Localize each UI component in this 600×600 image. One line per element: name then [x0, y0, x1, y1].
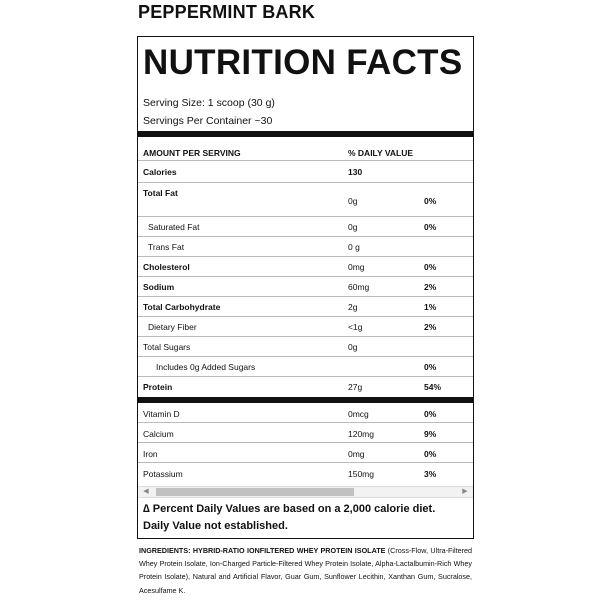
scroll-left-icon[interactable]: ◀: [143, 488, 149, 495]
row-name: Total Fat: [143, 188, 178, 198]
table-row: [138, 463, 473, 483]
row-name: Sodium: [143, 282, 175, 292]
row-name: Total Carbohydrate: [143, 302, 221, 312]
table-row: [138, 337, 473, 357]
row-amount: 0 g: [348, 242, 360, 252]
row-pct: 54%: [424, 382, 442, 392]
panel-heading: NUTRITION FACTS: [143, 43, 463, 82]
table-row: [138, 161, 473, 183]
row-pct: 2%: [424, 322, 437, 332]
table-row: [138, 237, 473, 257]
row-name: Potassium: [143, 469, 183, 479]
row-amount: <1g: [348, 322, 363, 332]
footnote-daily-values: ∆ Percent Daily Values are based on a 2,000 calorie diet.: [143, 503, 436, 515]
table-row: [138, 317, 473, 337]
row-pct: 9%: [424, 429, 437, 439]
table-row: [138, 423, 473, 443]
row-name: Total Sugars: [143, 342, 191, 352]
table-row: [138, 183, 473, 217]
ingredients-text: (Cross-Flow, Ultra-Filtered Whey Protein Isolate, Ion-Charged Particle-Filtered Whey Protein Isolate, Alpha-Lactalbumin-Rich Whey Protein Isolate), Natural and Artificial Flavor, Guar Gum, Sunflower Lecithin, Xanthan Gum, Sucralose, Acesulfame K.: [139, 546, 472, 595]
row-pct: 3%: [424, 469, 437, 479]
table-row: [138, 297, 473, 317]
row-amount: 0g: [348, 196, 358, 206]
table-row: [138, 217, 473, 237]
table-row: [138, 403, 473, 423]
table-row: [138, 257, 473, 277]
table-row: [138, 357, 473, 377]
table-header: [138, 141, 473, 161]
product-title: PEPPERMINT BARK: [138, 2, 316, 22]
row-pct: 0%: [424, 222, 437, 232]
row-amount: 0g: [348, 222, 358, 232]
row-amount: 0mg: [348, 449, 365, 459]
row-amount: 0mcg: [348, 409, 369, 419]
row-pct: 2%: [424, 282, 437, 292]
table-row: [138, 277, 473, 297]
row-pct: 0%: [424, 449, 437, 459]
row-amount: 0g: [348, 342, 358, 352]
scroll-right-icon[interactable]: ▶: [462, 488, 468, 495]
header-daily-value: % DAILY VALUE: [348, 148, 414, 158]
nutrition-facts-panel: [137, 36, 474, 539]
row-amount: 0mg: [348, 262, 365, 272]
row-pct: 0%: [424, 262, 437, 272]
row-pct: 0%: [424, 196, 437, 206]
row-pct: 0%: [424, 362, 437, 372]
ingredients: [139, 544, 472, 597]
table-row: [138, 443, 473, 463]
row-name: Includes 0g Added Sugars: [156, 362, 256, 372]
row-pct: 0%: [424, 409, 437, 419]
row-amount: 120mg: [348, 429, 374, 439]
row-name: Saturated Fat: [148, 222, 200, 232]
row-amount: 130: [348, 167, 363, 177]
row-name: Calcium: [143, 429, 174, 439]
row-name: Calories: [143, 167, 177, 177]
row-name: Cholesterol: [143, 262, 190, 272]
row-name: Dietary Fiber: [148, 322, 197, 332]
row-amount: 60mg: [348, 282, 370, 292]
horizontal-scrollbar[interactable]: [138, 486, 473, 498]
ingredients-lead: INGREDIENTS: HYBRID-RATIO IONFILTERED WHEY PROTEIN ISOLATE: [139, 546, 386, 555]
row-name: Vitamin D: [143, 409, 180, 419]
row-name: Trans Fat: [148, 242, 185, 252]
thick-divider: [138, 131, 473, 137]
row-amount: 2g: [348, 302, 358, 312]
header-amount-per-serving: AMOUNT PER SERVING: [143, 148, 241, 158]
serving-size: Serving Size: 1 scoop (30 g): [143, 97, 275, 109]
row-amount: 27g: [348, 382, 363, 392]
servings-per-container: Servings Per Container ~30: [143, 115, 273, 127]
row-amount: 150mg: [348, 469, 374, 479]
footnote-not-established: Daily Value not established.: [143, 520, 288, 532]
row-name: Protein: [143, 382, 173, 392]
row-pct: 1%: [424, 302, 437, 312]
row-name: Iron: [143, 449, 158, 459]
scroll-thumb[interactable]: [156, 488, 354, 496]
table-row: [138, 377, 473, 397]
